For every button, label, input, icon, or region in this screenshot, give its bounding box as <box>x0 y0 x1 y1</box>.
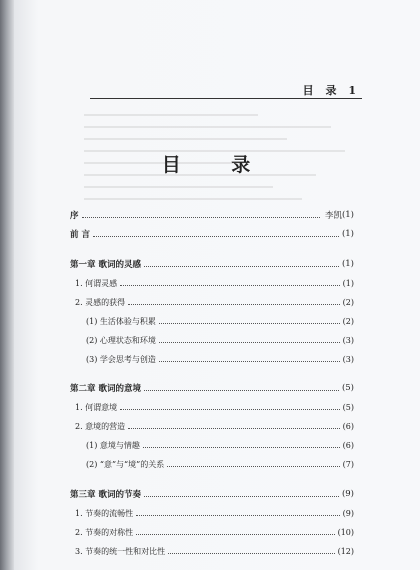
toc-entry-subsection[interactable] <box>70 314 354 328</box>
dot-leader <box>159 342 340 343</box>
dot-leader <box>82 217 320 218</box>
toc-entry-page: (6) <box>342 440 354 450</box>
running-header <box>90 82 362 99</box>
dot-leader <box>128 304 339 305</box>
toc-entry-page: (1) <box>342 278 354 288</box>
running-header-text: 目 录 1 <box>302 84 360 97</box>
toc-entry-section[interactable] <box>70 525 354 539</box>
toc-entry-label: (3) 学会思考与创造 <box>86 354 156 364</box>
toc-entry-label: 2. 灵感的获得 <box>75 297 126 307</box>
toc-entry-label: 1. 何谓意境 <box>75 402 118 412</box>
dot-leader <box>93 236 339 237</box>
dot-leader <box>136 515 339 516</box>
toc-entry-label: (2) “意”与“境”的关系 <box>86 459 165 469</box>
page-title: 目 录 <box>161 154 273 176</box>
toc-entry-author: 李凯 <box>324 211 342 221</box>
dot-leader <box>143 447 340 448</box>
toc-entry-label: 第三章 歌词的节奏 <box>70 490 141 500</box>
dot-leader <box>136 534 334 535</box>
toc-entry-page: (5) <box>342 402 354 412</box>
toc-entry-section[interactable] <box>70 295 354 309</box>
book-spine-shadow <box>0 0 14 570</box>
toc-entry-section[interactable] <box>70 276 354 290</box>
dot-leader <box>144 390 339 391</box>
toc-entry-label: 2. 意境的营造 <box>75 421 126 431</box>
toc-entry-subsection[interactable] <box>70 457 354 471</box>
dot-leader <box>128 428 339 429</box>
toc-entry-label: 序 <box>70 211 79 221</box>
toc-entry-section[interactable] <box>70 506 354 520</box>
toc-entry-label: (1) 意境与情趣 <box>86 440 140 450</box>
dot-leader <box>120 409 339 410</box>
toc-entry-subsection[interactable] <box>70 352 354 366</box>
toc-entry-page: (9) <box>342 508 354 518</box>
toc-entry-page: (7) <box>342 459 354 469</box>
toc-entry-page: (6) <box>342 421 354 431</box>
toc-entry-chapter-2[interactable] <box>70 381 354 395</box>
toc-entry-section[interactable] <box>70 544 354 558</box>
toc-entry-chapter-1[interactable] <box>70 257 354 271</box>
toc-entry-page: (10) <box>337 527 354 537</box>
dot-leader <box>167 466 339 467</box>
toc-entry-section[interactable] <box>70 419 354 433</box>
book-page <box>14 0 420 570</box>
toc-entry-label: (1) 生活体验与积累 <box>86 316 156 326</box>
toc-entry-page: (1) <box>341 259 354 269</box>
toc-entry-label: 3. 节奏的统一性和对比性 <box>75 546 166 556</box>
toc-entry-page: (3) <box>342 335 354 345</box>
dot-leader <box>168 553 334 554</box>
dot-leader <box>144 496 339 497</box>
toc-entry-label: 前 言 <box>70 230 90 240</box>
toc-entry-label: 2. 节奏的对称性 <box>75 527 134 537</box>
toc-entry-section[interactable] <box>70 400 354 414</box>
toc-entry-preface[interactable] <box>70 208 354 222</box>
toc-entry-label: 第二章 歌词的意境 <box>70 384 141 394</box>
toc-entry-subsection[interactable] <box>70 438 354 452</box>
toc-entry-page: (2) <box>342 297 354 307</box>
toc-entry-page: (5) <box>341 383 354 393</box>
toc-entry-label: 1. 节奏的流畅性 <box>75 508 134 518</box>
toc-entry-page: (1) <box>341 229 354 239</box>
toc-entry-label: 第一章 歌词的灵感 <box>70 260 141 270</box>
toc-entry-page: (12) <box>337 546 354 556</box>
toc-entry-page: (3) <box>342 354 354 364</box>
dot-leader <box>120 285 339 286</box>
toc-entry-page: (9) <box>341 489 354 499</box>
toc-entry-label: (2) 心理状态和环境 <box>86 335 156 345</box>
toc-entry-page: (2) <box>342 316 354 326</box>
dot-leader <box>159 361 340 362</box>
toc-entry-subsection[interactable] <box>70 333 354 347</box>
dot-leader <box>159 323 340 324</box>
toc-entry-page: (1) <box>341 210 354 220</box>
toc-entry-foreword[interactable] <box>70 227 354 241</box>
dot-leader <box>144 266 339 267</box>
toc-entry-label: 1. 何谓灵感 <box>75 278 118 288</box>
toc-entry-chapter-3[interactable] <box>70 487 354 501</box>
